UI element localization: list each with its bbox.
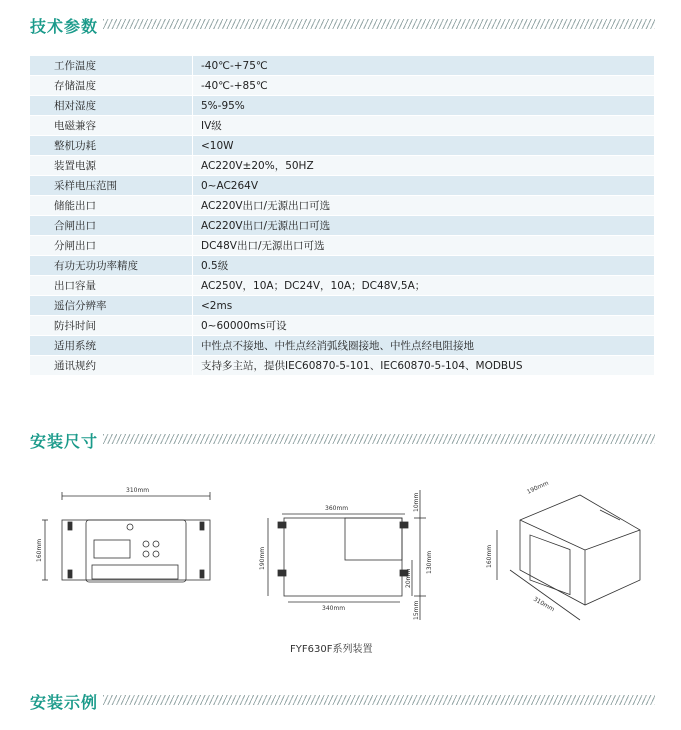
top-height-label: 190mm xyxy=(259,546,266,570)
top-dim-20: 20mm xyxy=(405,568,412,588)
spec-row xyxy=(30,236,654,256)
spec-key: 适用系统 xyxy=(30,336,193,356)
spec-value: <10W xyxy=(193,136,655,156)
spec-row xyxy=(30,296,654,316)
spec-value: -40℃-+75℃ xyxy=(193,56,655,76)
spec-value: IV级 xyxy=(193,116,655,136)
front-width-label: 310mm xyxy=(126,487,150,494)
spec-key: 电磁兼容 xyxy=(30,116,193,136)
spec-value: AC220V出口/无源出口可选 xyxy=(193,196,655,216)
spec-row xyxy=(30,56,654,76)
top-dim-130: 130mm xyxy=(426,550,433,574)
title-decoration xyxy=(103,19,655,29)
install-size-section-title: 安装尺寸 xyxy=(30,432,99,451)
spec-key: 通讯规约 xyxy=(30,356,193,376)
spec-key: 储能出口 xyxy=(30,196,193,216)
title-decoration xyxy=(103,695,655,705)
front-view-drawing xyxy=(42,492,210,582)
spec-value: AC220V±20%，50HZ xyxy=(193,156,655,176)
spec-value: -40℃-+85℃ xyxy=(193,76,655,96)
spec-row xyxy=(30,136,654,156)
top-dim-15: 15mm xyxy=(413,600,420,620)
spec-value: AC220V出口/无源出口可选 xyxy=(193,216,655,236)
spec-value: <2ms xyxy=(193,296,655,316)
spec-key: 遥信分辨率 xyxy=(30,296,193,316)
spec-key: 采样电压范围 xyxy=(30,176,193,196)
isometric-view-drawing xyxy=(497,495,640,620)
drawing-caption: FYF630F系列装置 xyxy=(290,644,373,655)
spec-row xyxy=(30,196,654,216)
title-decoration xyxy=(103,434,655,444)
spec-value: 0.5级 xyxy=(193,256,655,276)
spec-key: 装置电源 xyxy=(30,156,193,176)
iso-height-label: 160mm xyxy=(486,544,493,568)
spec-value: 支持多主站，提供IEC60870-5-101、IEC60870-5-104、MODBUS xyxy=(193,356,655,376)
spec-row xyxy=(30,316,654,336)
top-width-label: 360mm xyxy=(325,505,349,512)
spec-value: 中性点不接地、中性点经消弧线圈接地、中性点经电阻接地 xyxy=(193,336,655,356)
spec-key: 分闸出口 xyxy=(30,236,193,256)
spec-row xyxy=(30,96,654,116)
top-dim-10: 10mm xyxy=(413,492,420,512)
spec-row xyxy=(30,76,654,96)
spec-key: 合闸出口 xyxy=(30,216,193,236)
spec-key: 防抖时间 xyxy=(30,316,193,336)
spec-key: 出口容量 xyxy=(30,276,193,296)
spec-row xyxy=(30,116,654,136)
front-height-label: 160mm xyxy=(36,538,43,562)
spec-row xyxy=(30,176,654,196)
spec-value: 0~AC264V xyxy=(193,176,655,196)
spec-row xyxy=(30,356,654,376)
spec-value: 5%-95% xyxy=(193,96,655,116)
specs-section-title: 技术参数 xyxy=(30,17,99,36)
spec-row xyxy=(30,156,654,176)
spec-key: 相对湿度 xyxy=(30,96,193,116)
spec-key: 工作温度 xyxy=(30,56,193,76)
top-bottom-width-label: 340mm xyxy=(322,605,346,612)
spec-value: DC48V出口/无源出口可选 xyxy=(193,236,655,256)
spec-row xyxy=(30,216,654,236)
spec-value: 0~60000ms可设 xyxy=(193,316,655,336)
iso-depth-label: 190mm xyxy=(525,479,550,496)
spec-row xyxy=(30,256,654,276)
install-example-section-title: 安装示例 xyxy=(30,693,99,712)
iso-width-label: 310mm xyxy=(532,595,556,614)
spec-key: 存储温度 xyxy=(30,76,193,96)
spec-key: 整机功耗 xyxy=(30,136,193,156)
spec-key: 有功无功功率精度 xyxy=(30,256,193,276)
spec-value: AC250V，10A；DC24V，10A；DC48V,5A； xyxy=(193,276,655,296)
specs-table xyxy=(30,56,654,376)
spec-row xyxy=(30,336,654,356)
spec-row xyxy=(30,276,654,296)
